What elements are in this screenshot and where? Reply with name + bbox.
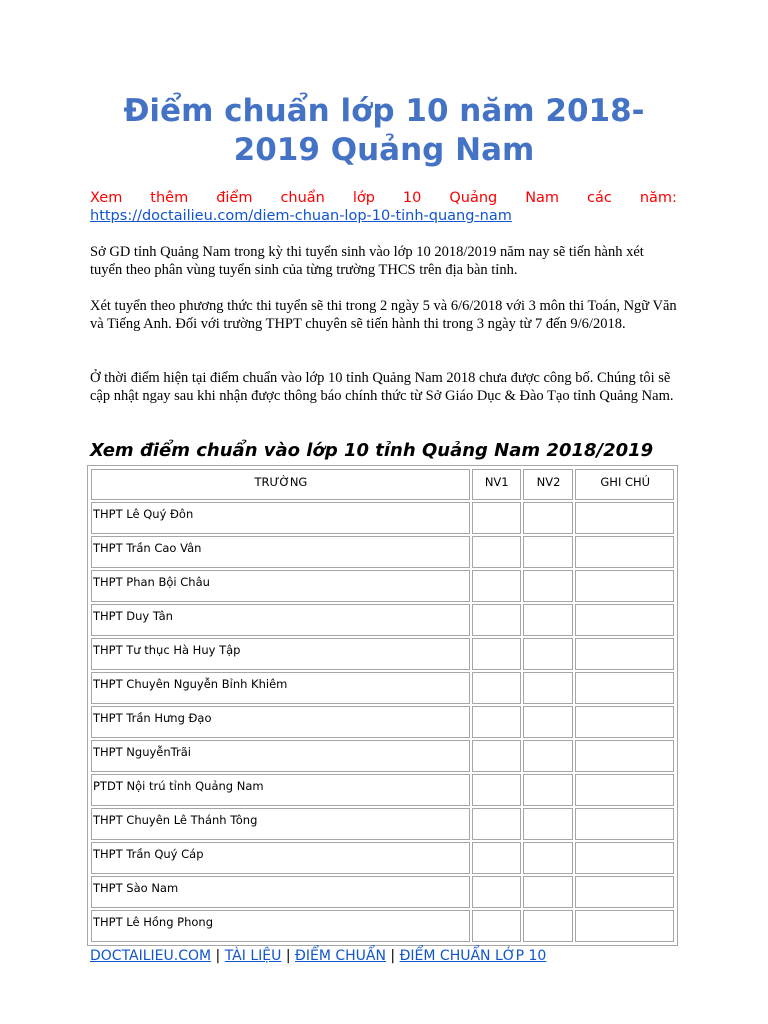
score-table [89,467,676,944]
table-row [91,876,674,908]
nv1-cell [472,672,521,704]
nv1-cell [472,638,521,670]
see-more-word: Xem [90,190,123,206]
footer-link-diem-chuan[interactable]: ĐIỂM CHUẨN [295,948,386,964]
header-nv2: NV2 [523,469,574,500]
nv1-cell [472,808,521,840]
table-header-row [91,469,674,500]
header-note: GHI CHÚ [575,469,674,500]
note-cell [575,672,674,704]
nv1-cell [472,740,521,772]
table-row [91,502,674,534]
see-more-word: điểm [216,190,253,206]
nv2-cell [523,536,574,568]
table-row [91,842,674,874]
nv1-cell [472,570,521,602]
note-cell [575,774,674,806]
note-cell [575,502,674,534]
nv2-cell [523,502,574,534]
score-table-frame [87,465,678,946]
nv2-cell [523,740,574,772]
school-name-cell: THPT Chuyên Lê Thánh Tông [91,808,470,840]
paragraph-status: Ở thời điểm hiện tại điểm chuẩn vào lớp 10 tỉnh Quảng Nam 2018 chưa được công bố. Chúng tôi sẽ cập nhật ngay sau khi nhận được thông báo chính thức từ Sở Giáo Dục & Đào Tạo tỉnh Quảng Nam. [90,370,674,404]
note-cell [575,740,674,772]
table-row [91,570,674,602]
see-more-notice [90,189,677,225]
see-more-word: Nam [525,190,560,206]
title-line-2: 2019 Quảng Nam [233,132,535,168]
footer-separator: | [385,948,400,964]
nv1-cell [472,910,521,942]
see-more-word: lớp [352,190,375,206]
note-cell [575,910,674,942]
see-more-word: thêm [150,190,189,206]
note-cell [575,706,674,738]
table-row [91,774,674,806]
school-name-cell: THPT Trần Hưng Đạo [91,706,470,738]
table-row [91,604,674,636]
nv1-cell [472,774,521,806]
school-name-cell: THPT Sào Nam [91,876,470,908]
table-row [91,740,674,772]
school-name-cell: THPT Chuyên Nguyễn Bỉnh Khiêm [91,672,470,704]
table-row [91,638,674,670]
nv2-cell [523,910,574,942]
nv1-cell [472,604,521,636]
school-name-cell: THPT Trần Quý Cáp [91,842,470,874]
school-name-cell: THPT Lê Quý Đôn [91,502,470,534]
nv1-cell [472,536,521,568]
footer-link-doctailieu[interactable]: DOCTAILIEU.COM [90,948,212,964]
footer-link-tai-lieu[interactable]: TÀI LIỆU [224,948,282,964]
table-row [91,706,674,738]
note-cell [575,876,674,908]
footer-separator: | [281,948,295,964]
school-name-cell: THPT Phan Bội Châu [91,570,470,602]
paragraph-exam-schedule: Xét tuyển theo phương thức thi tuyển sẽ thi trong 2 ngày 5 và 6/6/2018 với 3 môn thi Toán, Ngữ Văn và Tiếng Anh. Đối với trường THPT chuyên sẽ tiến hành thi trong 3 ngày từ 7 đến 9/6/2018. [90,298,677,332]
see-more-word: chuẩn [280,190,325,206]
note-cell [575,570,674,602]
see-more-word: 10 [402,190,422,206]
nv2-cell [523,604,574,636]
table-heading: Xem điểm chuẩn vào lớp 10 tỉnh Quảng Nam 2018/2019 [90,440,654,461]
nv1-cell [472,502,521,534]
note-cell [575,842,674,874]
nv2-cell [523,842,574,874]
school-name-cell: THPT Lê Hồng Phong [91,910,470,942]
page-title [60,92,708,170]
nv1-cell [472,876,521,908]
nv1-cell [472,842,521,874]
school-name-cell: THPT Duy Tân [91,604,470,636]
footer-separator: | [211,948,225,964]
table-row [91,672,674,704]
see-more-word: các [587,190,612,206]
school-name-cell: PTDT Nội trú tỉnh Quảng Nam [91,774,470,806]
nv1-cell [472,706,521,738]
note-cell [575,808,674,840]
see-more-word: năm: [639,190,677,206]
nv2-cell [523,570,574,602]
note-cell [575,604,674,636]
nv2-cell [523,706,574,738]
paragraph-intro: Sở GD tỉnh Quảng Nam trong kỳ thi tuyển sinh vào lớp 10 2018/2019 năm nay sẽ tiến hành xét tuyển theo phân vùng tuyển sinh của từng trường THCS trên địa bàn tỉnh. [90,244,644,278]
note-cell [575,638,674,670]
footer-links [90,947,546,965]
school-name-cell: THPT Trần Cao Vân [91,536,470,568]
see-more-word: Quảng [449,190,498,206]
nv2-cell [523,774,574,806]
table-row [91,808,674,840]
nv2-cell [523,876,574,908]
see-more-text [90,189,677,207]
nv2-cell [523,672,574,704]
school-name-cell: THPT Tư thục Hà Huy Tập [91,638,470,670]
see-more-link[interactable]: https://doctailieu.com/diem-chuan-lop-10-tinh-quang-nam [90,208,512,224]
footer-link-diem-chuan-lop-10[interactable]: ĐIỂM CHUẨN LỚP 10 [399,948,547,964]
school-name-cell: THPT NguyễnTrãi [91,740,470,772]
nv2-cell [523,808,574,840]
table-row [91,910,674,942]
header-nv1: NV1 [472,469,521,500]
note-cell [575,536,674,568]
nv2-cell [523,638,574,670]
table-row [91,536,674,568]
header-school: TRƯỜNG [91,469,470,500]
title-line-1: Điểm chuẩn lớp 10 năm 2018- [123,93,645,129]
